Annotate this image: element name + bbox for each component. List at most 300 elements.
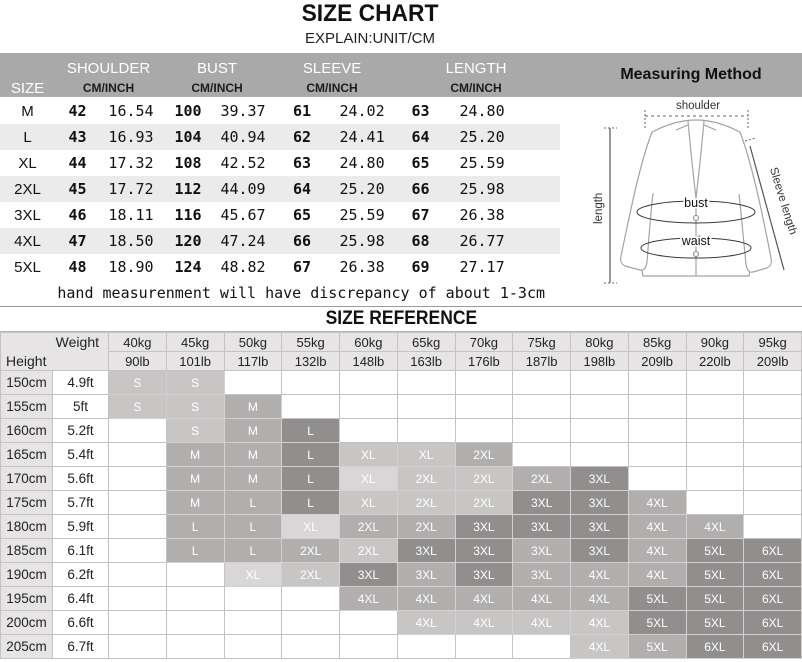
height-ft-label: 6.4ft — [53, 587, 109, 611]
cm-value: 46 — [68, 206, 87, 224]
weight-lb-header: 101lb — [166, 352, 224, 371]
size-cell-4XL: 4XL — [628, 563, 686, 587]
height-row-205cm — [1, 635, 802, 659]
height-row-200cm — [1, 611, 802, 635]
cm-value: 62 — [293, 128, 312, 146]
inch-value: 26.38 — [459, 206, 505, 224]
measurement-note: hand measurenment will have discrepancy of about 1-3cm — [57, 284, 546, 302]
unit-header-shoulder: CM/INCH — [82, 81, 135, 95]
cm-value: 68 — [411, 232, 430, 250]
inch-value: 47.24 — [220, 232, 266, 250]
size-cell-3XL: 3XL — [513, 563, 571, 587]
size-cell-3XL: 3XL — [513, 491, 571, 515]
size-cell-M: M — [166, 467, 224, 491]
size-chart-table — [0, 53, 560, 306]
size-cell-empty — [282, 371, 340, 395]
weight-lb-header: 209lb — [744, 352, 802, 371]
height-cm-label: 160cm — [1, 419, 53, 443]
size-cell-empty — [282, 611, 340, 635]
size-row-2XL — [0, 176, 560, 202]
size-label: 3XL — [14, 206, 41, 224]
size-cell-empty — [513, 419, 571, 443]
unit-header-bust: CM/INCH — [191, 81, 243, 95]
size-cell-4XL: 4XL — [397, 611, 455, 635]
size-cell-XL: XL — [340, 443, 398, 467]
height-row-160cm — [1, 419, 802, 443]
height-cm-label: 175cm — [1, 491, 53, 515]
size-cell-empty — [224, 635, 282, 659]
size-cell-S: S — [166, 371, 224, 395]
size-cell-2XL: 2XL — [397, 491, 455, 515]
size-cell-4XL: 4XL — [628, 515, 686, 539]
height-ft-label: 4.9ft — [53, 371, 109, 395]
inch-value: 25.98 — [459, 180, 505, 198]
size-cell-empty — [686, 395, 744, 419]
height-row-185cm — [1, 539, 802, 563]
size-cell-L: L — [282, 419, 340, 443]
size-cell-empty — [744, 395, 802, 419]
col-header-length: LENGTH — [445, 60, 507, 77]
size-cell-S: S — [166, 395, 224, 419]
cm-value: 116 — [174, 206, 202, 224]
inch-value: 18.90 — [108, 258, 154, 276]
size-label: 5XL — [14, 258, 41, 276]
size-cell-L: L — [224, 491, 282, 515]
size-cell-empty — [513, 395, 571, 419]
size-row-5XL — [0, 254, 560, 280]
height-row-170cm — [1, 467, 802, 491]
measuring-method-title: Measuring Method — [620, 66, 762, 83]
inch-value: 42.52 — [220, 154, 266, 172]
inch-value: 40.94 — [220, 128, 266, 146]
inch-value: 26.38 — [339, 258, 385, 276]
inch-value: 16.93 — [108, 128, 154, 146]
size-cell-5XL: 5XL — [686, 563, 744, 587]
size-cell-4XL: 4XL — [397, 587, 455, 611]
size-cell-L: L — [166, 539, 224, 563]
size-cell-empty — [455, 635, 513, 659]
col-header-bust: BUST — [197, 60, 238, 77]
height-row-190cm — [1, 563, 802, 587]
size-chart-body — [0, 98, 560, 280]
size-cell-empty — [109, 563, 167, 587]
weight-lb-header: 117lb — [224, 352, 282, 371]
size-cell-5XL: 5XL — [628, 635, 686, 659]
weight-kg-header: 80kg — [571, 333, 629, 352]
size-cell-empty — [571, 371, 629, 395]
unit-header-length: CM/INCH — [450, 81, 502, 95]
size-cell-empty — [455, 395, 513, 419]
height-row-175cm — [1, 491, 802, 515]
inch-value: 25.20 — [339, 180, 385, 198]
size-row-3XL — [0, 202, 560, 228]
weight-kg-header: 85kg — [628, 333, 686, 352]
size-cell-5XL: 5XL — [686, 611, 744, 635]
size-cell-L: L — [282, 443, 340, 467]
cm-value: 67 — [411, 206, 430, 224]
height-cm-label: 185cm — [1, 539, 53, 563]
size-cell-3XL: 3XL — [397, 563, 455, 587]
size-cell-empty — [109, 467, 167, 491]
size-cell-2XL: 2XL — [282, 539, 340, 563]
cm-value: 108 — [174, 154, 202, 172]
height-cm-label: 200cm — [1, 611, 53, 635]
cm-value: 47 — [68, 232, 87, 250]
inch-value: 25.59 — [339, 206, 385, 224]
size-cell-5XL: 5XL — [686, 587, 744, 611]
size-cell-L: L — [282, 467, 340, 491]
size-cell-M: M — [224, 419, 282, 443]
size-reference-title: SIZE REFERENCE — [0, 306, 802, 332]
height-ft-label: 6.1ft — [53, 539, 109, 563]
size-cell-empty — [744, 491, 802, 515]
size-cell-L: L — [224, 515, 282, 539]
size-cell-2XL: 2XL — [455, 491, 513, 515]
weight-lb-header: 209lb — [628, 352, 686, 371]
inch-value: 39.37 — [220, 102, 266, 120]
height-ft-label: 5.4ft — [53, 443, 109, 467]
size-cell-2XL: 2XL — [340, 539, 398, 563]
size-cell-M: M — [166, 443, 224, 467]
size-label: M — [21, 102, 34, 120]
inch-value: 27.17 — [459, 258, 505, 276]
size-cell-empty — [109, 443, 167, 467]
size-cell-empty — [109, 491, 167, 515]
size-cell-empty — [109, 587, 167, 611]
height-cm-label: 205cm — [1, 635, 53, 659]
size-cell-4XL: 4XL — [455, 611, 513, 635]
inch-value: 25.98 — [339, 232, 385, 250]
size-cell-4XL: 4XL — [340, 587, 398, 611]
size-cell-empty — [571, 419, 629, 443]
size-cell-3XL: 3XL — [513, 515, 571, 539]
size-cell-empty — [109, 635, 167, 659]
size-label: 2XL — [14, 180, 41, 198]
size-cell-empty — [744, 515, 802, 539]
cm-value: 48 — [68, 258, 87, 276]
weight-kg-header: 45kg — [166, 333, 224, 352]
size-cell-empty — [166, 611, 224, 635]
size-cell-5XL: 5XL — [628, 611, 686, 635]
size-cell-empty — [628, 371, 686, 395]
cm-value: 69 — [411, 258, 430, 276]
weight-lb-header: 176lb — [455, 352, 513, 371]
cm-value: 67 — [293, 258, 312, 276]
height-ft-label: 5.6ft — [53, 467, 109, 491]
size-row-4XL — [0, 228, 560, 254]
size-cell-empty — [224, 371, 282, 395]
size-cell-5XL: 5XL — [628, 587, 686, 611]
bust-label: bust — [684, 196, 708, 210]
size-cell-6XL: 6XL — [744, 611, 802, 635]
height-ft-label: 5.2ft — [53, 419, 109, 443]
height-cm-label: 150cm — [1, 371, 53, 395]
weight-kg-header: 75kg — [513, 333, 571, 352]
size-cell-4XL: 4XL — [513, 611, 571, 635]
cm-value: 63 — [411, 102, 430, 120]
size-cell-M: M — [224, 467, 282, 491]
size-cell-2XL: 2XL — [513, 467, 571, 491]
size-cell-XL: XL — [282, 515, 340, 539]
sleeve-length-label: Sleeve length — [766, 166, 799, 237]
cm-value: 120 — [174, 232, 202, 250]
size-cell-3XL: 3XL — [513, 539, 571, 563]
weight-kg-header: 55kg — [282, 333, 340, 352]
weight-lb-header: 132lb — [282, 352, 340, 371]
shoulder-label: shoulder — [675, 100, 721, 112]
size-cell-empty — [513, 371, 571, 395]
size-cell-empty — [628, 443, 686, 467]
height-row-165cm — [1, 443, 802, 467]
inch-value: 17.32 — [108, 154, 154, 172]
cm-value: 66 — [411, 180, 430, 198]
size-cell-empty — [109, 539, 167, 563]
size-label: 4XL — [14, 232, 41, 250]
size-cell-empty — [628, 395, 686, 419]
size-cell-6XL: 6XL — [744, 635, 802, 659]
size-cell-XL: XL — [340, 467, 398, 491]
waist-label: waist — [681, 234, 711, 248]
size-cell-6XL: 6XL — [744, 563, 802, 587]
weight-lb-header: 163lb — [397, 352, 455, 371]
size-cell-4XL: 4XL — [571, 611, 629, 635]
size-cell-empty — [282, 395, 340, 419]
size-cell-4XL: 4XL — [513, 587, 571, 611]
size-cell-empty — [282, 635, 340, 659]
inch-value: 16.54 — [108, 102, 154, 120]
size-cell-3XL: 3XL — [571, 467, 629, 491]
col-header-size: SIZE — [10, 80, 45, 97]
weight-lb-header: 198lb — [571, 352, 629, 371]
cm-value: 124 — [174, 258, 202, 276]
weight-kg-header: 70kg — [455, 333, 513, 352]
cm-value: 44 — [68, 154, 87, 172]
weight-axis-label: Weight — [55, 334, 99, 350]
size-cell-empty — [513, 443, 571, 467]
inch-value: 24.41 — [339, 128, 385, 146]
size-cell-3XL: 3XL — [397, 539, 455, 563]
inch-value: 26.77 — [459, 232, 505, 250]
size-cell-empty — [282, 587, 340, 611]
size-cell-empty — [397, 371, 455, 395]
size-cell-empty — [744, 467, 802, 491]
page-subtitle: EXPLAIN:UNIT/CM — [304, 30, 436, 47]
size-cell-3XL: 3XL — [571, 539, 629, 563]
jacket-measuring-diagram — [590, 98, 802, 298]
page-title: SIZE CHART — [301, 0, 439, 27]
col-header-shoulder: SHOULDER — [66, 60, 151, 77]
cm-value: 45 — [68, 180, 87, 198]
size-cell-5XL: 5XL — [686, 539, 744, 563]
size-cell-M: M — [166, 491, 224, 515]
size-cell-empty — [340, 419, 398, 443]
cm-value: 66 — [293, 232, 312, 250]
size-cell-empty — [166, 563, 224, 587]
size-cell-empty — [571, 443, 629, 467]
size-cell-L: L — [224, 539, 282, 563]
size-cell-4XL: 4XL — [571, 563, 629, 587]
weight-lb-header: 90lb — [109, 352, 167, 371]
inch-value: 18.11 — [108, 206, 154, 224]
cm-value: 100 — [174, 102, 202, 120]
size-cell-6XL: 6XL — [686, 635, 744, 659]
size-cell-empty — [224, 587, 282, 611]
size-cell-empty — [744, 443, 802, 467]
size-cell-4XL: 4XL — [686, 515, 744, 539]
size-cell-empty — [686, 443, 744, 467]
size-cell-L: L — [166, 515, 224, 539]
height-row-155cm — [1, 395, 802, 419]
size-cell-3XL: 3XL — [455, 563, 513, 587]
size-row-L — [0, 124, 560, 150]
size-cell-4XL: 4XL — [571, 635, 629, 659]
height-row-150cm — [1, 371, 802, 395]
size-row-M — [0, 98, 560, 124]
cm-value: 104 — [174, 128, 202, 146]
size-cell-XL: XL — [397, 443, 455, 467]
size-reference-table — [0, 332, 802, 659]
weight-lb-header: 148lb — [340, 352, 398, 371]
height-cm-label: 165cm — [1, 443, 53, 467]
size-cell-empty — [340, 611, 398, 635]
inch-value: 45.67 — [220, 206, 266, 224]
height-ft-label: 6.6ft — [53, 611, 109, 635]
col-header-sleeve: SLEEVE — [302, 60, 362, 77]
weight-kg-header: 50kg — [224, 333, 282, 352]
cm-value: 61 — [293, 102, 312, 120]
size-cell-2XL: 2XL — [455, 467, 513, 491]
size-cell-empty — [340, 395, 398, 419]
weight-lb-header: 220lb — [686, 352, 744, 371]
size-cell-empty — [109, 419, 167, 443]
cm-value: 63 — [293, 154, 312, 172]
size-cell-3XL: 3XL — [455, 515, 513, 539]
size-cell-S: S — [109, 395, 167, 419]
size-cell-6XL: 6XL — [744, 539, 802, 563]
height-cm-label: 155cm — [1, 395, 53, 419]
size-cell-empty — [166, 587, 224, 611]
size-cell-empty — [686, 491, 744, 515]
size-cell-empty — [628, 467, 686, 491]
cm-value: 42 — [68, 102, 87, 120]
size-cell-empty — [744, 371, 802, 395]
size-cell-empty — [571, 395, 629, 419]
cm-value: 64 — [293, 180, 312, 198]
size-cell-4XL: 4XL — [628, 539, 686, 563]
size-cell-empty — [109, 515, 167, 539]
height-ft-label: 5.7ft — [53, 491, 109, 515]
size-cell-2XL: 2XL — [282, 563, 340, 587]
size-cell-2XL: 2XL — [397, 515, 455, 539]
size-cell-empty — [397, 395, 455, 419]
cm-value: 112 — [174, 180, 202, 198]
inch-value: 25.59 — [459, 154, 505, 172]
inch-value: 25.20 — [459, 128, 505, 146]
size-cell-4XL: 4XL — [628, 491, 686, 515]
height-cm-label: 190cm — [1, 563, 53, 587]
cm-value: 65 — [293, 206, 312, 224]
size-cell-empty — [455, 371, 513, 395]
weight-kg-row — [1, 333, 802, 352]
unit-header-sleeve: CM/INCH — [306, 81, 358, 95]
size-cell-3XL: 3XL — [340, 563, 398, 587]
weight-kg-header: 65kg — [397, 333, 455, 352]
cm-value: 65 — [411, 154, 430, 172]
inch-value: 18.50 — [108, 232, 154, 250]
size-cell-2XL: 2XL — [397, 467, 455, 491]
inch-value: 24.02 — [339, 102, 385, 120]
size-reference-body — [1, 371, 802, 659]
size-cell-empty — [224, 611, 282, 635]
size-cell-M: M — [224, 395, 282, 419]
size-cell-empty — [340, 371, 398, 395]
size-cell-empty — [455, 419, 513, 443]
size-cell-empty — [109, 611, 167, 635]
size-cell-empty — [686, 419, 744, 443]
height-row-180cm — [1, 515, 802, 539]
weight-kg-header: 60kg — [340, 333, 398, 352]
height-ft-label: 5ft — [53, 395, 109, 419]
height-cm-label: 170cm — [1, 467, 53, 491]
size-cell-XL: XL — [224, 563, 282, 587]
cm-value: 64 — [411, 128, 430, 146]
size-cell-2XL: 2XL — [340, 515, 398, 539]
size-cell-3XL: 3XL — [455, 539, 513, 563]
size-cell-empty — [744, 419, 802, 443]
length-label: length — [593, 192, 605, 224]
size-cell-empty — [397, 419, 455, 443]
size-cell-4XL: 4XL — [571, 587, 629, 611]
size-cell-empty — [686, 371, 744, 395]
size-cell-empty — [628, 419, 686, 443]
size-cell-S: S — [109, 371, 167, 395]
weight-kg-header: 90kg — [686, 333, 744, 352]
size-cell-empty — [513, 635, 571, 659]
cm-value: 43 — [68, 128, 87, 146]
size-cell-2XL: 2XL — [455, 443, 513, 467]
weight-kg-header: 95kg — [744, 333, 802, 352]
size-label: XL — [18, 154, 37, 172]
height-ft-label: 6.2ft — [53, 563, 109, 587]
inch-value: 24.80 — [339, 154, 385, 172]
size-cell-4XL: 4XL — [455, 587, 513, 611]
inch-value: 44.09 — [220, 180, 266, 198]
size-cell-XL: XL — [340, 491, 398, 515]
size-cell-6XL: 6XL — [744, 587, 802, 611]
weight-kg-header: 40kg — [109, 333, 167, 352]
size-cell-S: S — [166, 419, 224, 443]
size-row-XL — [0, 150, 560, 176]
height-ft-label: 6.7ft — [53, 635, 109, 659]
corner-cell — [1, 333, 109, 371]
height-cm-label: 180cm — [1, 515, 53, 539]
size-cell-3XL: 3XL — [571, 491, 629, 515]
inch-value: 24.80 — [459, 102, 505, 120]
weight-lb-header: 187lb — [513, 352, 571, 371]
weight-lb-row — [1, 352, 802, 371]
size-cell-empty — [397, 635, 455, 659]
inch-value: 17.72 — [108, 180, 154, 198]
size-cell-L: L — [282, 491, 340, 515]
height-axis-label: Height — [6, 353, 47, 369]
size-cell-empty — [686, 467, 744, 491]
size-label: L — [23, 128, 32, 146]
inch-value: 48.82 — [220, 258, 266, 276]
size-cell-empty — [166, 635, 224, 659]
height-row-195cm — [1, 587, 802, 611]
height-cm-label: 195cm — [1, 587, 53, 611]
height-ft-label: 5.9ft — [53, 515, 109, 539]
